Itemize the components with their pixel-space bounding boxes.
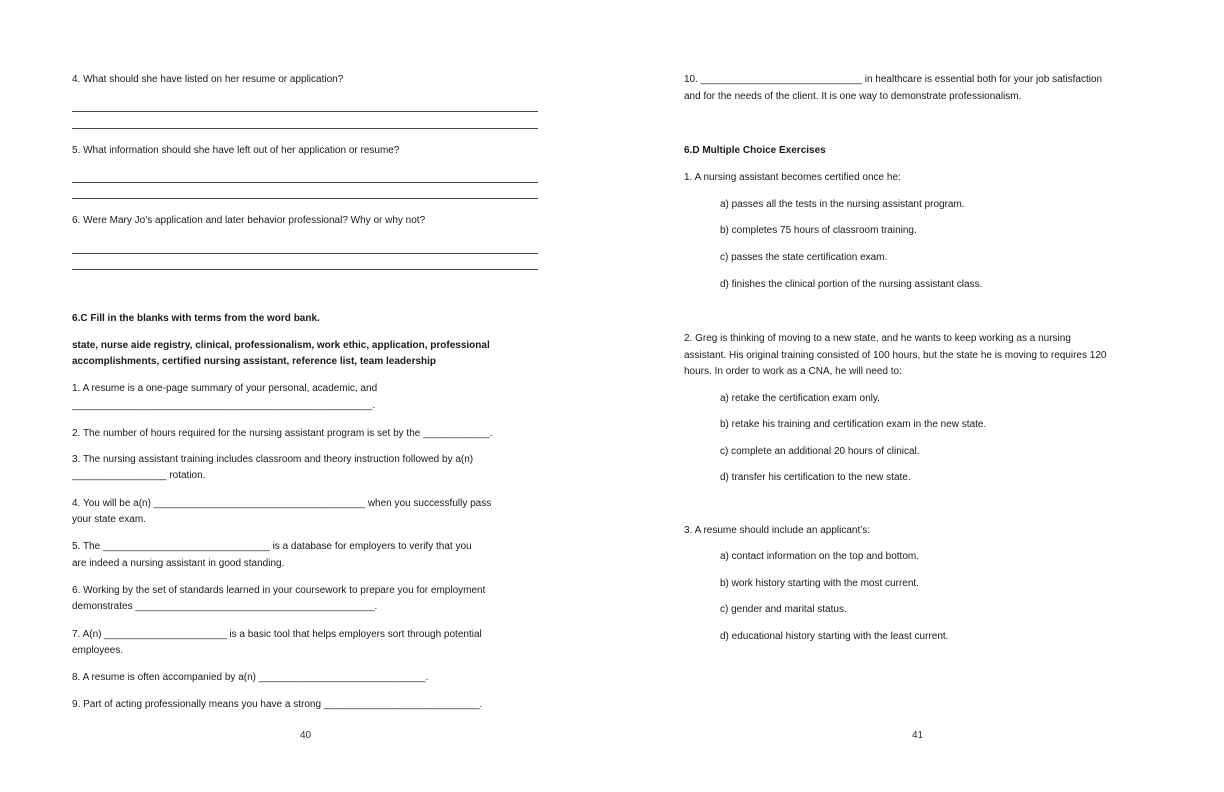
fill-item-8: 8. A resume is often accompanied by a(n) ______________________________. — [72, 672, 429, 683]
mc-option: a) contact information on the top and bottom. — [720, 551, 920, 562]
answer-line — [72, 128, 538, 129]
mc-option: d) educational history starting with the least current. — [720, 631, 949, 642]
fill-item-6-cont: demonstrates ___________________________________________. — [72, 601, 378, 612]
fill-item-1-cont: ______________________________________________________. — [72, 400, 376, 411]
answer-line — [72, 253, 538, 254]
mc-option: d) transfer his certification to the new state. — [720, 472, 911, 483]
mc-question-2-cont: assistant. His original training consisted of 100 hours, but the state he is moving to requires 120 — [684, 350, 1107, 361]
fill-item-3: 3. The nursing assistant training includes classroom and theory instruction followed by a(n) — [72, 454, 474, 465]
answer-line — [72, 269, 538, 270]
question-6: 6. Were Mary Jo’s application and later behavior professional? Why or why not? — [72, 215, 426, 226]
mc-option: c) complete an additional 20 hours of clinical. — [720, 446, 920, 457]
mc-question-2-cont: hours. In order to work as a CNA, he will need to: — [684, 366, 902, 377]
fill-item-7: 7. A(n) ______________________ is a basic tool that helps employers sort through potential — [72, 629, 482, 640]
fill-item-4: 4. You will be a(n) ______________________________________ when you successfully pass — [72, 498, 492, 509]
mc-option: c) passes the state certification exam. — [720, 252, 888, 263]
question-5: 5. What information should she have left out of her application or resume? — [72, 145, 400, 156]
section-heading-6c: 6.C Fill in the blanks with terms from the word bank. — [72, 313, 320, 324]
fill-item-9: 9. Part of acting professionally means you have a strong ____________________________. — [72, 699, 483, 710]
fill-item-7-cont: employees. — [72, 645, 124, 656]
mc-question-2: 2. Greg is thinking of moving to a new state, and he wants to keep working as a nursing — [684, 333, 1071, 344]
mc-question-3: 3. A resume should include an applicant’s: — [684, 525, 871, 536]
mc-option: a) retake the certification exam only. — [720, 393, 880, 404]
mc-option: d) finishes the clinical portion of the nursing assistant class. — [720, 279, 983, 290]
fill-item-5-cont: are indeed a nursing assistant in good standing. — [72, 558, 285, 569]
fill-item-2: 2. The number of hours required for the nursing assistant program is set by the ____________. — [72, 428, 493, 439]
answer-line — [72, 182, 538, 183]
mc-option: a) passes all the tests in the nursing assistant program. — [720, 199, 965, 210]
fill-item-3-cont: _________________ rotation. — [72, 470, 206, 481]
fill-item-10-cont: and for the needs of the client. It is one way to demonstrate professionalism. — [684, 91, 1022, 102]
fill-item-5: 5. The ______________________________ is a database for employers to verify that you — [72, 541, 472, 552]
page-number: 41 — [912, 730, 924, 741]
fill-item-6: 6. Working by the set of standards learned in your coursework to prepare you for employment — [72, 585, 486, 596]
section-heading-6d: 6.D Multiple Choice Exercises — [684, 145, 826, 156]
page-number: 40 — [300, 730, 312, 741]
question-4: 4. What should she have listed on her resume or application? — [72, 74, 344, 85]
answer-line — [72, 111, 538, 112]
mc-option: b) retake his training and certification exam in the new state. — [720, 419, 987, 430]
answer-line — [72, 198, 538, 199]
fill-item-1: 1. A resume is a one-page summary of your personal, academic, and — [72, 383, 378, 394]
word-bank-line: state, nurse aide registry, clinical, professionalism, work ethic, application, professional — [72, 340, 490, 351]
mc-question-1: 1. A nursing assistant becomes certified once he: — [684, 172, 901, 183]
word-bank-line: accomplishments, certified nursing assistant, reference list, team leadership — [72, 356, 437, 367]
mc-option: b) completes 75 hours of classroom training. — [720, 225, 917, 236]
mc-option: b) work history starting with the most current. — [720, 578, 919, 589]
mc-option: c) gender and marital status. — [720, 604, 847, 615]
fill-item-4-cont: your state exam. — [72, 514, 146, 525]
fill-item-10: 10. _____________________________ in healthcare is essential both for your job satisfaction — [684, 74, 1103, 85]
